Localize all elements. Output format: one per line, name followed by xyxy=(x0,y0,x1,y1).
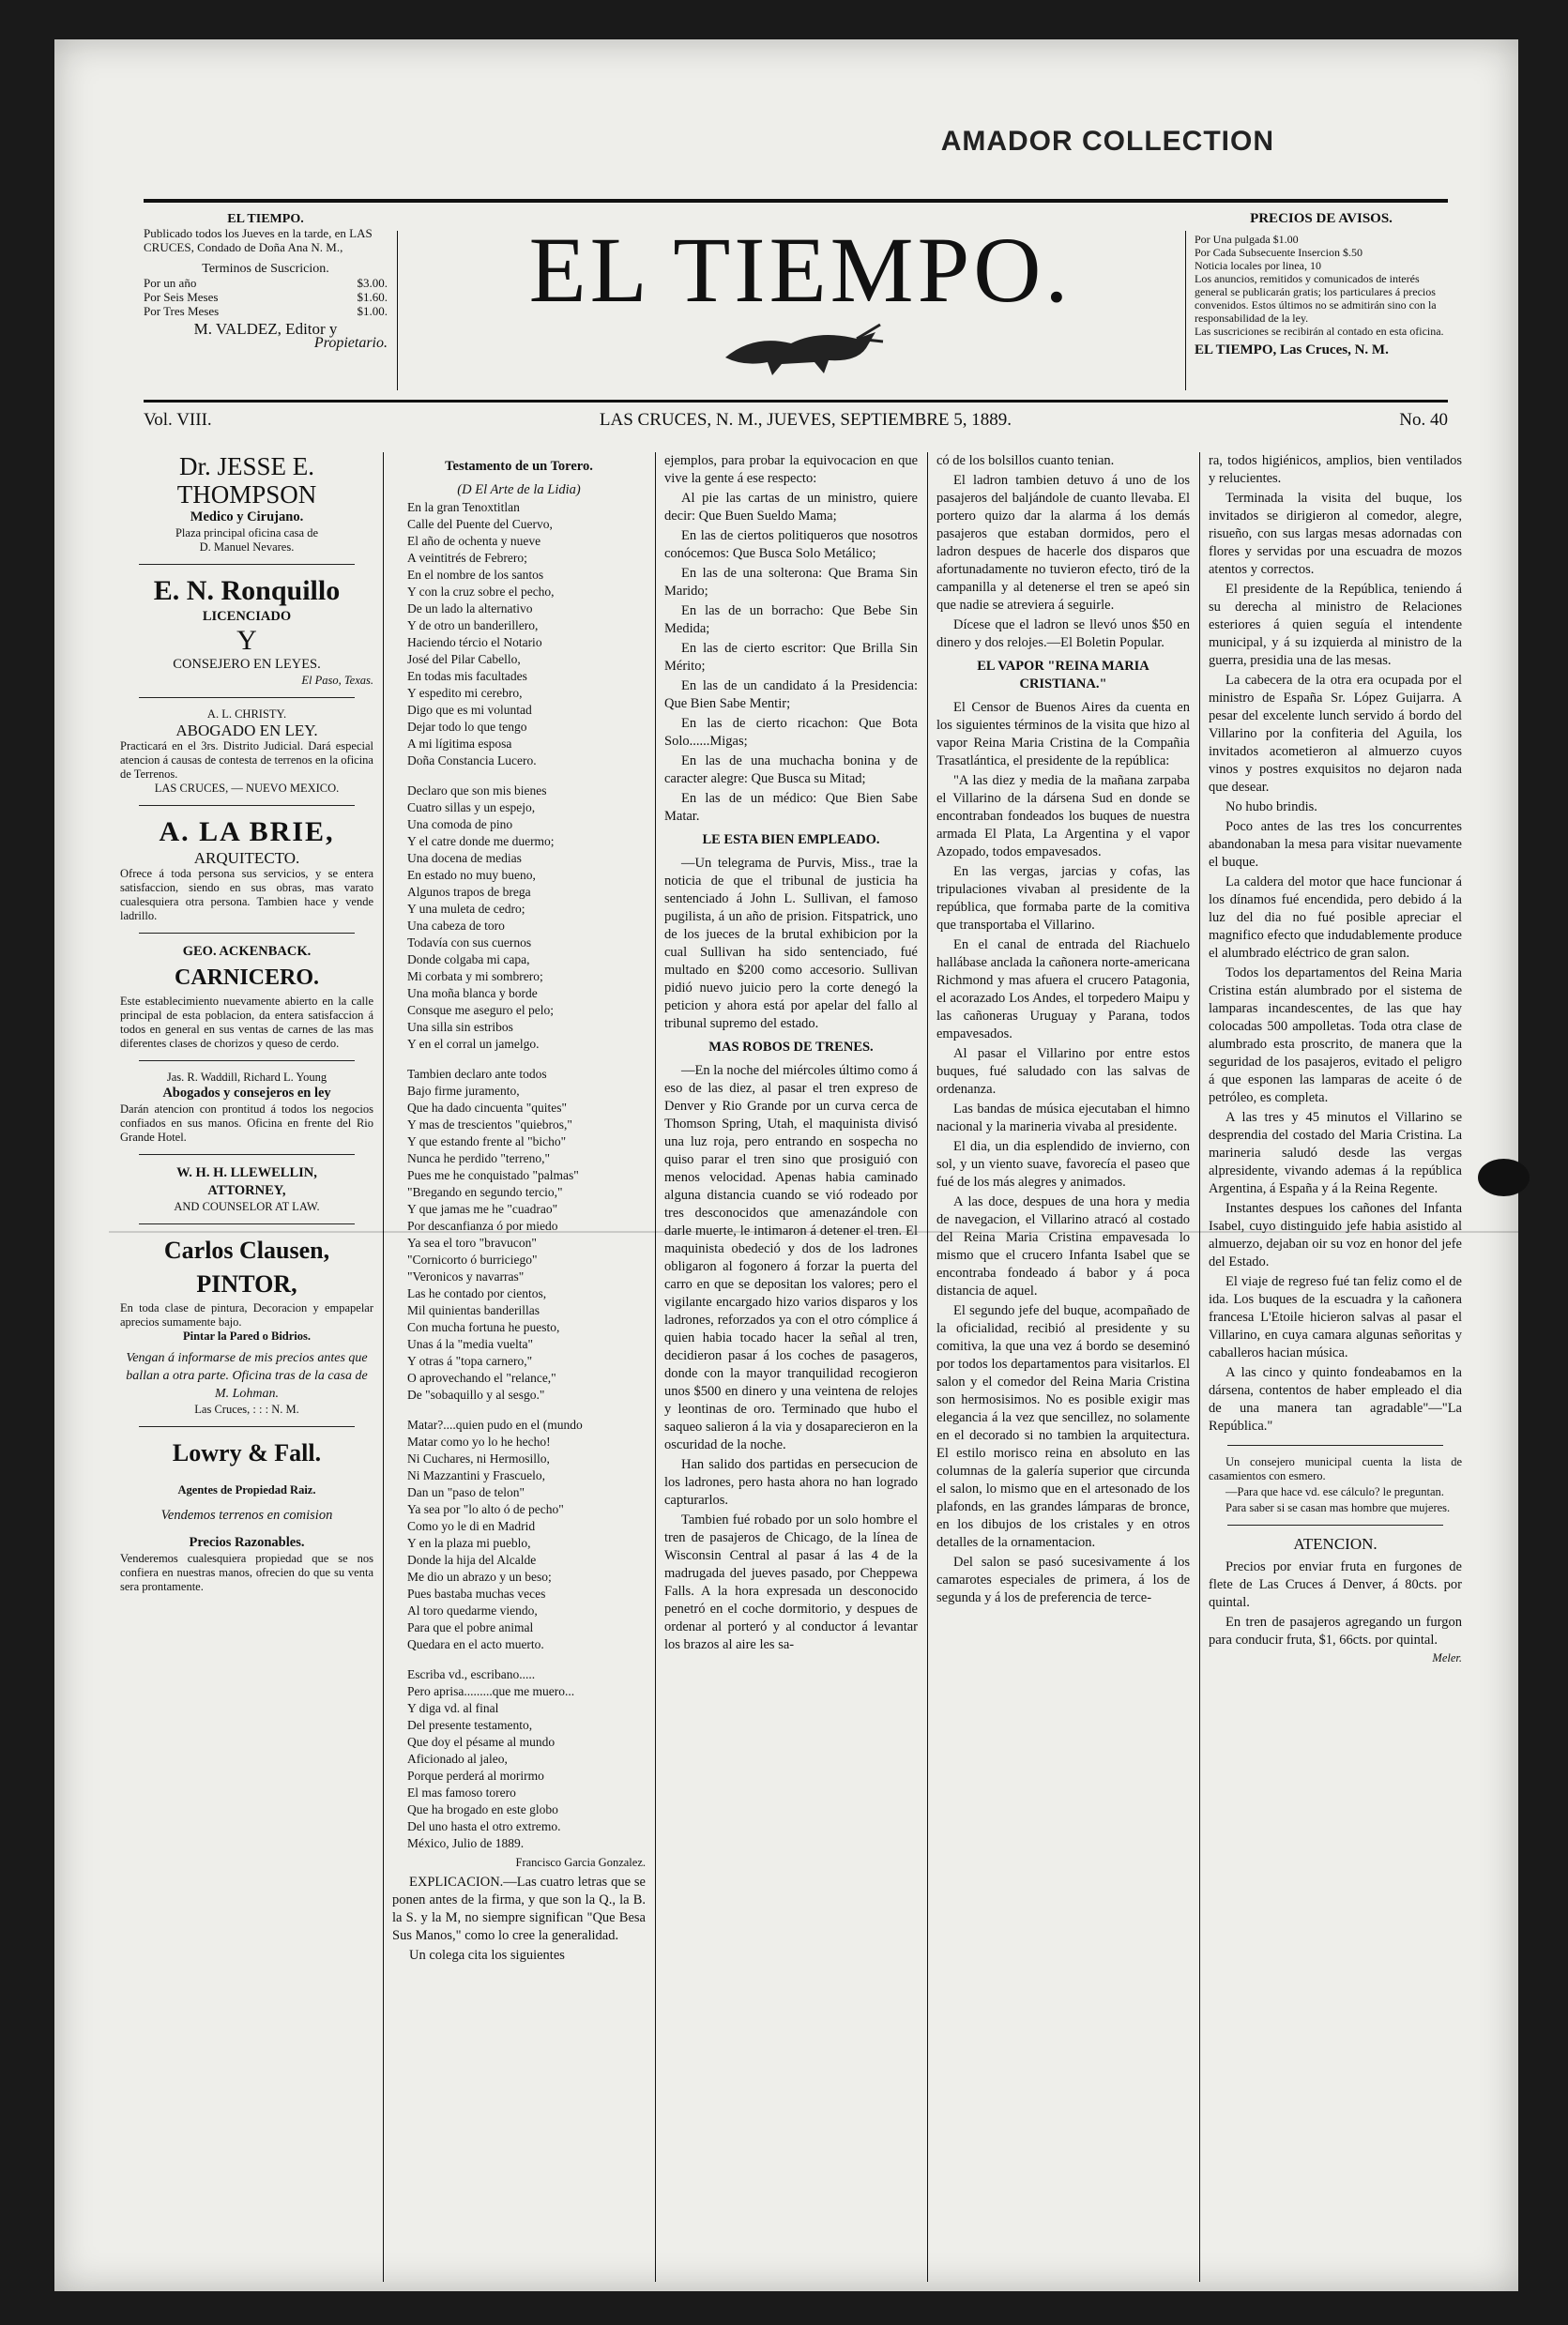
poem-line: El año de ochenta y nueve xyxy=(407,534,541,548)
poem-line: Pues me he conquistado "palmas" xyxy=(407,1168,579,1182)
rate-note: Las suscriciones se recibirán al contado en esta oficina. xyxy=(1195,325,1444,338)
article-explicacion-cont: Un colega cita los siguientes xyxy=(409,1948,565,1963)
paragraph: Al pasar el Villarino por entre estos buques, fué saludado con las salvas de ordenanza. xyxy=(936,1046,1190,1097)
ad-lowry: Lowry & Fall. Agentes de Propiedad Raiz. Vendemos terrenos en comision Precios Razonables. Venderemos cualesquiera propiedad que se nos confiera en nuestras manos, ofrecien do que su venta sera prontamente. xyxy=(120,1439,373,1593)
signature: Meler. xyxy=(1432,1651,1462,1664)
poem-line: Y espedito mi cerebro, xyxy=(407,686,523,700)
column-news-1 xyxy=(664,452,918,2282)
column-rule xyxy=(927,452,928,2282)
poem-line: Y mas de trescientos "quiebros," xyxy=(407,1117,572,1132)
poem-line: Una comoda de pino xyxy=(407,817,513,831)
paragraph: —Un telegrama de Purvis, Miss., trae la noticia de que el tribunal de justicia ha sentenciado á John L. Sullivan, el famoso pugilista, á un año de prision. Fitspatrick, uno de los jueces de la brutal exhibicion por la cual Sullivan ha sido sentenciado, fué multado en $200 como accesorio. Sullivan pidió nuevo juicio pero la corte denegó la peticion y ahora está por apelar del fallo al tribunal supremo del estado. xyxy=(664,856,918,1031)
stanza-break xyxy=(407,1053,646,1066)
paragraph: En las vergas, jarcias y cofas, las tripulaciones vivaban al presidente de la república, que formaba parte de la comitiva que transportaba el Villarino. xyxy=(936,864,1190,933)
paragraph: A las doce, despues de una hora y media de navegacion, el Villarino atracó al costado del Reina Maria Cristina empavesada lo mismo que el crucero Infanta Isabel que se encontraba fondeado á babor y á poca distancia de aquel. xyxy=(936,1194,1190,1299)
poem-body xyxy=(392,499,646,1852)
paragraph: ra, todos higiénicos, amplios, bien ventilados y relucientes. xyxy=(1209,453,1462,486)
poem-line: Ya sea por "lo alto ó de pecho" xyxy=(407,1502,564,1516)
example-item: En las de un médico: Que Bien Sabe Matar. xyxy=(664,791,918,824)
headline-vapor: EL VAPOR "REINA MARIA CRISTIANA." xyxy=(977,659,1149,691)
issue-date: LAS CRUCES, N. M., JUEVES, SEPTIEMBRE 5, 1889. xyxy=(599,410,1012,430)
poem-line: Doña Constancia Lucero. xyxy=(407,753,537,767)
paragraph: Todos los departamentos del Reina Maria Cristina están alumbrado por el sistema de lamparas incandescentes, de las que hay colocadas 500 ampolletas. Toda otra clase de alumbrado esta proscrito, de manera que la seguridad de los pasajeros, evitado el peligro á que esponen las lamparas de aceite ó de petróleo, es completa. xyxy=(1209,965,1462,1105)
masthead-divider xyxy=(397,231,398,390)
poem-line: Con mucha fortuna he puesto, xyxy=(407,1320,560,1334)
column-ads xyxy=(120,452,373,2282)
poem-line: Para que el pobre animal xyxy=(407,1620,534,1634)
ad-ackenback: GEO. ACKENBACK. CARNICERO. Este establecimiento nuevamente abierto en la calle principal de esta poblacion, da entera satisfaccion á todos en general en sus ventas de carnes de las mas diferentes clases de chorizos y queso de cerdo. xyxy=(120,944,373,1050)
paragraph: El viaje de regreso fué tan feliz como el de ida. Los buques de la escuadra y la cañonera francesa L'Etoile hicieron salvas al pasar el Villarino, en cuya camara algunas señoritas y caballeros hacian música. xyxy=(1209,1274,1462,1360)
poem-line: Una cabeza de toro xyxy=(407,919,505,933)
poem-line: Al toro quedarme viendo, xyxy=(407,1603,538,1618)
poem-line: Escriba vd., escribano..... xyxy=(407,1667,536,1681)
poem-line: Donde colgaba mi capa, xyxy=(407,952,530,966)
paragraph: A las cinco y quinto fondeabamos en la dársena, contentos de haber empleado el dia de una manera tan agradable"—"La República." xyxy=(1209,1365,1462,1434)
poem-line: Me dio un abrazo y un beso; xyxy=(407,1570,552,1584)
volume-label: Vol. VIII. xyxy=(144,410,212,430)
poem-line: Dejar todo lo que tengo xyxy=(407,720,527,734)
poem-line: En la gran Tenoxtitlan xyxy=(407,500,520,514)
issue-number: No. 40 xyxy=(1399,410,1448,430)
paragraph: —Para que hace vd. ese cálculo? le preguntan. xyxy=(1225,1485,1444,1498)
poem-line: En todas mis facultades xyxy=(407,669,527,683)
paragraph: Para saber si se casan mas hombre que mujeres. xyxy=(1225,1501,1451,1514)
poem-line: Y diga vd. al final xyxy=(407,1701,499,1715)
collection-stamp: AMADOR COLLECTION xyxy=(940,126,1274,157)
paragraph: En tren de pasajeros agregando un furgon para conducir fruta, $1, 66cts. por quintal. xyxy=(1209,1615,1462,1648)
poem-line: Donde la hija del Alcalde xyxy=(407,1553,537,1567)
paragraph: Terminada la visita del buque, los invitados se dirigieron al comedor, alegre, risueño, con sus largas mesas adornadas con flores y servidas por una escuadra de mozos atentos y correctos. xyxy=(1209,491,1462,577)
poem-line: Cuatro sillas y un espejo, xyxy=(407,800,536,814)
poem-line: Ya sea el toro "bravucon" xyxy=(407,1236,537,1250)
subscription-row: Por Tres Meses $1.00. xyxy=(144,304,388,318)
poem-line: El mas famoso torero xyxy=(407,1786,516,1800)
newspaper-page xyxy=(54,39,1518,2291)
subscription-terms-heading: Terminos de Suscricion. xyxy=(202,262,329,276)
paragraph: Tambien fué robado por un solo hombre el tren de pasajeros de Chicago, de la línea de Wisconsin Central al pasar á las 4 de la madrugada del jueves pasado, por Cheppewa Falls. A la hora expresada un desconocido penetró en el coche dormitorio, y despues de ordenar al porteró y al conductor á levantar los brazos al aire les sa- xyxy=(664,1512,918,1652)
poem-line: Mil quinientas banderillas xyxy=(407,1303,540,1317)
column-rule xyxy=(1199,452,1200,2282)
poem-line: Y de otro un banderillero, xyxy=(407,618,539,632)
headline-sullivan: LE ESTA BIEN EMPLEADO. xyxy=(702,832,880,847)
paragraph: El dia, un dia esplendido de invierno, con sol, y un viento suave, favorecía el paseo que fué de los más alegres y animados. xyxy=(936,1139,1190,1190)
columns xyxy=(120,452,1462,2282)
editor-name: M. VALDEZ, Editor y xyxy=(193,320,338,338)
example-item: En las de una solterona: Que Brama Sin Marido; xyxy=(664,566,918,599)
column-rule xyxy=(655,452,656,2282)
rate-line: Por Una pulgada $1.00 xyxy=(1195,233,1299,246)
paragraph: Poco antes de las tres los concurrentes abandonaban la mesa para visitar nuevamente el buque. xyxy=(1209,819,1462,870)
paragraph: La cabecera de la otra era ocupada por el ministro de España Sr. López Guijarra. A pesar del excelente lunch servido á bordo del Villarino por la confiteria del Aguila, los invitados acometieron al almuerzo cuyos vinos y postres exquisitos no dejaron nada que desear. xyxy=(1209,673,1462,795)
column-news-3 xyxy=(1209,452,1462,2282)
paragraph: "A las diez y media de la mañana zarpaba el Villarino de la dársena Sud en donde se encontraban fondeados los buques de nuestra armada El Plata, La Argentina y el vapor Azopado, todos empavesados. xyxy=(936,773,1190,859)
paragraph: El segundo jefe del buque, acompañado de la oficialidad, recibió al presidente y su comitiva, la que una vez á bordo se deseminó por todos los departamentos para visitarlos. El salon y el comedor del Reina Maria Cristina son hermosisimos. No es posible exigir mas elegancia á la vez que sencillez, no solamente en el decorado si no tambien la arquitectura. El estilo morisco reina en absoluto en las columnas de la galería superior que circunda el salon, lo mismo que en el artesonado de los plafonds, en las grandes lámparas de bronce, en los dibujos de los cristales y en otros detalles de la ornamentacion. xyxy=(936,1303,1190,1550)
editor-role: Propietario. xyxy=(313,335,388,351)
poem-line: "Veronicos y navarras" xyxy=(407,1269,525,1284)
poem-line: Pero aprisa.........que me muero... xyxy=(407,1684,575,1698)
poem-line: De "sobaquillo y al sesgo." xyxy=(407,1388,545,1402)
subscription-heading: EL TIEMPO. xyxy=(227,212,304,226)
advertising-rates-box xyxy=(1195,212,1448,357)
poem-line: Algunos trapos de brega xyxy=(407,885,531,899)
poem-line: En el nombre de los santos xyxy=(407,568,544,582)
poem-line: Una docena de medias xyxy=(407,851,522,865)
example-item: En las de cierto ricachon: Que Bota Solo......Migas; xyxy=(664,716,918,749)
poem-line: Y una muleta de cedro; xyxy=(407,902,525,916)
rate-note: Los anuncios, remitidos y comunicados de interés general se publicarán gratis; los particulares á precios convenidos. Estos últimos no se admitirán sino con la responsabilidad de la ley. xyxy=(1195,272,1437,325)
poem-title: Testamento de un Torero. xyxy=(445,459,593,474)
rates-heading: PRECIOS DE AVISOS. xyxy=(1250,211,1393,226)
poem-line: Consque me aseguro el pelo; xyxy=(407,1003,554,1017)
paragraph: Instantes despues los cañones del Infanta Isabel, cuyo distinguido jefe habia asistido al almuerzo, dejaban oir su voz en honor del jefe del Estado. xyxy=(1209,1201,1462,1269)
poem-line: Porque perderá al morirmo xyxy=(407,1769,544,1783)
poem-line: Y el catre donde me duermo; xyxy=(407,834,555,848)
ad-christy: A. L. CHRISTY. ABOGADO EN LEY. Practicará en el 3rs. Distrito Judicial. Dará especial atencion á causas de contesta de terrenos en la oficina de Terrenos. LAS CRUCES, — NUEVO MEXICO. xyxy=(120,707,373,795)
poem-line: Las he contado por cientos, xyxy=(407,1286,547,1300)
poem-line: Tambien declaro ante todos xyxy=(407,1067,547,1081)
poem-author: Francisco Garcia Gonzalez. xyxy=(515,1856,646,1869)
poem-line: En estado no muy bueno, xyxy=(407,868,536,882)
ad-llewellin: W. H. H. LLEWELLIN, ATTORNEY, AND COUNSELOR AT LAW. xyxy=(174,1165,320,1213)
poem-line: A mi lígitima esposa xyxy=(407,737,512,751)
headline-atencion: ATENCION. xyxy=(1293,1535,1378,1553)
poem-line: Matar como yo lo he hecho! xyxy=(407,1435,551,1449)
paragraph: En el canal de entrada del Riachuelo hallábase anclada la cañonera norte-americana Richmond y mas afuera el crucero Patagonia, el acorazado Los Andes, el torpedero Maipu y las cañoneras Uruguay y Parana, todos empavesados. xyxy=(936,937,1190,1041)
paragraph: Han salido dos partidas en persecucion de los ladrones, pero hasta ahora no han logrado capturarlos. xyxy=(664,1457,918,1508)
paragraph: No hubo brindis. xyxy=(1225,799,1317,814)
paragraph: Las bandas de música ejecutaban el himno nacional y la marineria vivaba al presidente. xyxy=(936,1102,1190,1134)
ad-waddill: Jas. R. Waddill, Richard L. Young Abogados y consejeros en ley Darán atencion con prontitud á todos los negocios confiados en sus manos. Oficina en frente del Rio Grande Hotel. xyxy=(120,1071,373,1144)
poem-line: Que ha dado cincuenta "quites" xyxy=(407,1101,567,1115)
poem-line: "Cornicorto ó burriciego" xyxy=(407,1253,538,1267)
paragraph: El presidente de la República, teniendo á su derecha al ministro de Relaciones esteriores á quien seguía el intendente municipal, y á su izquierda al ministro de la guerra, presidia una de las mesas. xyxy=(1209,582,1462,668)
poem-line: Calle del Puente del Cuervo, xyxy=(407,517,553,531)
poem-line: Como yo le di en Madrid xyxy=(407,1519,536,1533)
poem-line: Del uno hasta el otro extremo. xyxy=(407,1819,561,1833)
poem-line: Que doy el pésame al mundo xyxy=(407,1735,556,1749)
subscription-row: Por Seis Meses $1.60. xyxy=(144,290,388,304)
poem-line: Declaro que son mis bienes xyxy=(407,783,547,798)
poem-line: Bajo firme juramento, xyxy=(407,1084,520,1098)
poem-line: A veintitrés de Febrero; xyxy=(407,551,527,565)
poem-line: Ni Cuchares, ni Hermosillo, xyxy=(407,1451,550,1466)
examples-list xyxy=(664,490,918,826)
poem-line: Una moña blanca y borde xyxy=(407,986,538,1000)
ad-ronquillo: E. N. Ronquillo LICENCIADO Y CONSEJERO EN LEYES. El Paso, Texas. xyxy=(153,575,373,687)
subscription-row: Por un año $3.00. xyxy=(144,276,388,290)
column-rule xyxy=(383,452,384,2282)
poem-line: Dan un "paso de telon" xyxy=(407,1485,525,1499)
paragraph: A las tres y 45 minutos el Villarino se desprendia del costado del Maria Cristina. La marineria saludó desde las vergas alpresidente, vivando ademas á la república Argentina, á España y á la Reina Regente. xyxy=(1209,1110,1462,1196)
poem-line: O aprovechando el "relance," xyxy=(407,1371,556,1385)
poem-line: México, Julio de 1889. xyxy=(407,1836,525,1850)
paragraph: El Censor de Buenos Aires da cuenta en los siguientes términos de la visita que hizo al vapor Reina Maria Cristina de la Compañia Trasatlántica, el presidente de la república: xyxy=(936,700,1190,768)
poem-line: Todavía con sus cuernos xyxy=(407,935,532,950)
ad-clausen: Carlos Clausen, PINTOR, En toda clase de pintura, Decoracion y empapelar aprecios sumamente bajo. Pintar la Pared o Bidrios. Vengan á informarse de mis precios antes que ballan a otra parte. Oficina tras de la casa de M. Lohman. Las Cruces, : : : N. M. xyxy=(120,1237,373,1416)
poem-line: Haciendo tércio el Notario xyxy=(407,635,542,649)
poem-line: Quedara en el acto muerto. xyxy=(407,1637,544,1651)
poem-line: José del Pilar Cabello, xyxy=(407,652,521,666)
poem-line: Aficionado al jaleo, xyxy=(407,1752,508,1766)
ad-thompson: Dr. JESSE E. THOMPSON Medico y Cirujano. Plaza principal oficina casa de D. Manuel Nevares. xyxy=(175,452,318,554)
example-item: Al pie las cartas de un ministro, quiere decir: Que Buen Sueldo Mama; xyxy=(664,491,918,524)
rate-line: Por Cada Subsecuente Insercion $.50 xyxy=(1195,246,1362,259)
poem-line: Y en la plaza mi pueblo, xyxy=(407,1536,531,1550)
masthead-divider xyxy=(1185,231,1186,390)
stanza-break xyxy=(407,1653,646,1666)
paragraph: Dícese que el ladron se llevó unos $50 en dinero y dos relojes.—El Boletin Popular. xyxy=(936,617,1190,650)
poem-line: De un lado la alternativo xyxy=(407,601,533,615)
subscription-intro: Publicado todos los Jueves en la tarde, en LAS CRUCES, Condado de Doña Ana N. M., xyxy=(144,226,373,254)
example-item: En las de una muchacha bonina y de caracter alegre: Que Busca su Mitad; xyxy=(664,753,918,786)
poem-line: Mi corbata y mi sombrero; xyxy=(407,969,543,983)
example-item: En las de ciertos politiqueros que nosotros conócemos: Que Busca Solo Metálico; xyxy=(664,528,918,561)
newspaper-title: EL TIEMPO. xyxy=(528,218,1073,322)
poem-line: Matar?....quien pudo en el (mundo xyxy=(407,1418,583,1432)
rates-footer: EL TIEMPO, Las Cruces, N. M. xyxy=(1195,342,1389,357)
poem-line: Unas á la "media vuelta" xyxy=(407,1337,533,1351)
rate-line: Noticia locales por linea, 10 xyxy=(1195,259,1321,272)
example-item: En las de cierto escritor: Que Brilla Sin Mérito; xyxy=(664,641,918,674)
paragraph: ejemplos, para probar la equivocacion en que vive la gente á ese respecto: xyxy=(664,453,918,486)
bull-engraving-icon xyxy=(716,315,885,381)
poem-line: Una silla sin estribos xyxy=(407,1020,513,1034)
example-item: En las de un borracho: Que Bebe Sin Medida; xyxy=(664,603,918,636)
example-item: En las de un candidato á la Presidencia: Que Bien Sabe Mentir; xyxy=(664,678,918,711)
stanza-break xyxy=(407,769,646,783)
paragraph: Precios por enviar fruta en furgones de flete de Las Cruces á Denver, á 80cts. por quintal. xyxy=(1209,1559,1462,1610)
subscription-box xyxy=(144,212,388,350)
poem-line: "Bregando en segundo tercio," xyxy=(407,1185,563,1199)
masthead xyxy=(144,199,1448,403)
stanza-break xyxy=(407,1404,646,1417)
poem-line: Y que jamas me he "cuadrao" xyxy=(407,1202,558,1216)
poem-line: Que ha brogado en este globo xyxy=(407,1802,558,1816)
poem-line: Por descanfianza ó por miedo xyxy=(407,1219,558,1233)
column-poem xyxy=(392,452,646,2282)
ink-blot xyxy=(1478,1159,1530,1196)
poem-source: (D El Arte de la Lidia) xyxy=(457,482,581,497)
poem-line: Pues bastaba muchas veces xyxy=(407,1587,546,1601)
poem-line: Y que estando frente al "bicho" xyxy=(407,1134,567,1148)
poem-line: Del presente testamento, xyxy=(407,1718,533,1732)
poem-line: Nunca he perdido "terreno," xyxy=(407,1151,550,1165)
poem-line: Ni Mazzantini y Frascuelo, xyxy=(407,1468,545,1482)
article-explicacion: EXPLICACION.—Las cuatro letras que se ponen antes de la firma, y que son la Q., la B. la S. y la M, no siempre significan "Que Besa Sus Manos," como lo cree la generalidad. xyxy=(392,1875,646,1943)
paragraph: El ladron tambien detuvo á uno de los pasajeros del baljándole de cuanto llevaba. El portero quizo dar la alarma á los demás pasajeros que estaban dormidos, pero el ladron despues de hacerle dos disparos que afortunadamente no tuvieron efecto, tiró de la campanilla y al detenerse el tren se apeó sin que nadie se atreviera á seguirle. xyxy=(936,473,1190,613)
ad-labrie: A. LA BRIE, ARQUITECTO. Ofrece á toda persona sus servicios, y se entera satisfaccion, siendo en sus obras, mas varato cualesquiera otra persona. Tambien hace y vende ladrillo. xyxy=(120,816,373,922)
paragraph: —En la noche del miércoles último como á eso de las diez, al pasar el tren expreso de Denver y Rio Grande por un curva cerca de Thomson Spring, Utah, el maquinista divisó una luz roja, pero entrando en sospecha no quiso parar el tren sino que prosiguió con menos velocidad. Apenas habia caminado alguna distancia cuando se vió rodeado por tres desconocidos que amenazándole con darle muerte, le intimaron á detener el tren. El maquinista obedeció y dos de los ladrones obligaron al fogonero á forzar la puerta del carro en que se depositan los valores; pero el vigilante encargado hizo varios disparos y los ladrones, reforzados ya con el otro cómplice á quien habia tocado hacer la señal al tren, decidieron pasar á los coches de pasageros, donde con la mayor tranquilidad recogieron unos $500 en dinero y una veintena de relojes y leontinas de oro. Terminado que hubo el saqueo salieron á la via y dosaparecieron en la oscuridad de la noche. xyxy=(664,1063,918,1452)
paragraph: La caldera del motor que hace funcionar á los dínamos fué encendida, pero debido á la luz del dia no fué posible apreciar el magnifico efecto que indudablemente produce el alumbrado eléctrico de gran salon. xyxy=(1209,874,1462,961)
poem-line: Y en el corral un jamelgo. xyxy=(407,1037,540,1051)
fold-crease xyxy=(109,1231,1518,1233)
poem-line: Y otras á "topa carnero," xyxy=(407,1354,533,1368)
paragraph: có de los bolsillos cuanto tenian. xyxy=(936,453,1115,468)
poem-line: Digo que es mi voluntad xyxy=(407,703,532,717)
paragraph: Del salon se pasó sucesivamente á los camarotes especiales de primera, á los de segunda y á los de preferencia de terce- xyxy=(936,1555,1190,1605)
paragraph: Un consejero municipal cuenta la lista de casamientos con esmero. xyxy=(1209,1455,1462,1482)
dateline xyxy=(144,410,1448,431)
poem-line: Y con la cruz sobre el pecho, xyxy=(407,585,555,599)
headline-robos: MAS ROBOS DE TRENES. xyxy=(708,1040,874,1055)
column-news-2 xyxy=(936,452,1190,2282)
